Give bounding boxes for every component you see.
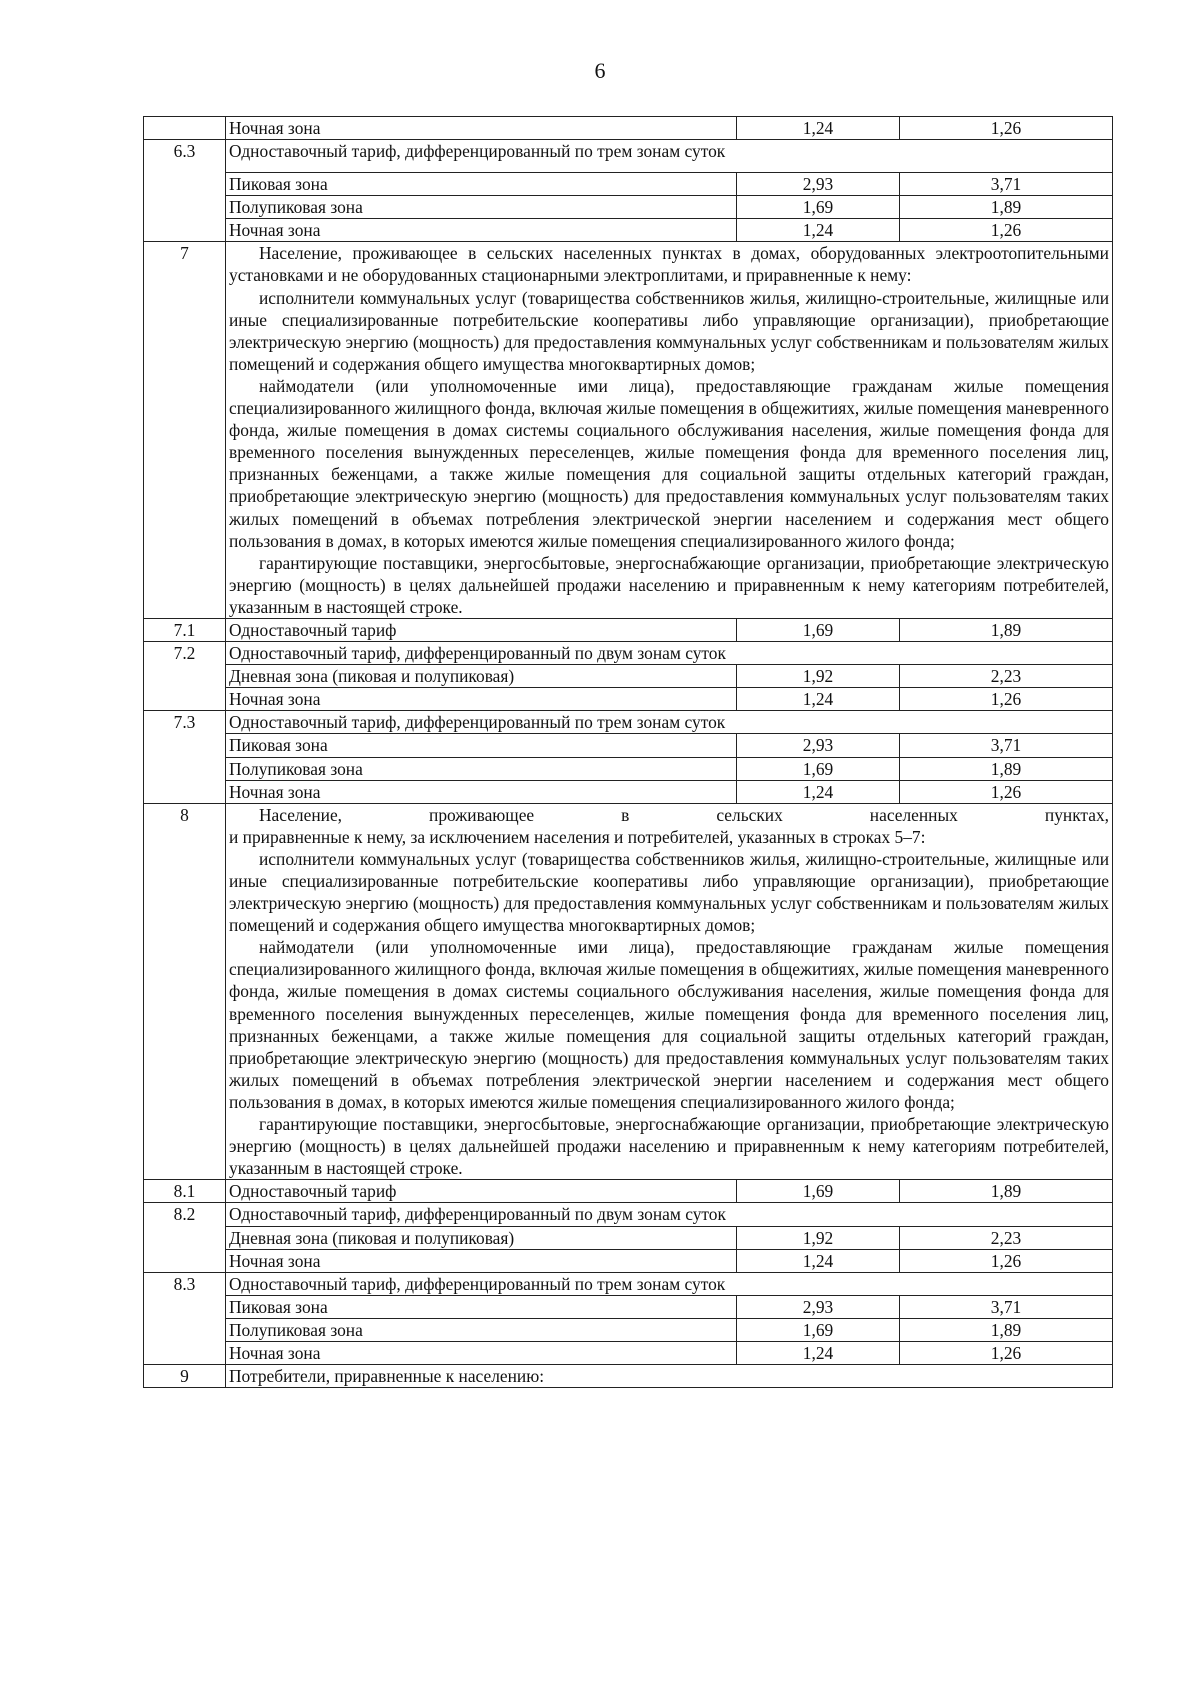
table-row bbox=[144, 1226, 1113, 1249]
table-row bbox=[144, 803, 1113, 1180]
table-row bbox=[144, 1272, 1113, 1295]
table-row bbox=[144, 1318, 1113, 1341]
zone-label: Пиковая зона bbox=[226, 734, 737, 757]
row-number: 7.1 bbox=[144, 618, 226, 641]
row-number: 8.2 bbox=[144, 1203, 226, 1272]
zone-label: Дневная зона (пиковая и полупиковая) bbox=[226, 1226, 737, 1249]
row-number: 8.3 bbox=[144, 1272, 226, 1364]
table-row bbox=[144, 780, 1113, 803]
value-cell: 3,71 bbox=[900, 734, 1113, 757]
description-paragraph: наймодатели (или уполномоченные ими лица), предоставляющие гражданам жилые помещения специализированного жилищного фонда, включая жилые помещения в общежитиях, жилые помещения маневренного фонда, жилые помещения в домах системы социального обслуживания населения, жилые помещения фонда для временного поселения вынужденных переселенцев, жилые помещения фонда для временного поселения лиц, признанных беженцами, а также жилые помещения для социальной защиты отдельных категорий граждан, приобретающие электрическую энергию (мощность) для предоставления коммунальных услуг пользователям таких жилых помещений в объемах потребления электрической энергии населением и содержания мест общего пользования в домах, в которых имеются жилые помещения специализированного жилого фонда; bbox=[229, 937, 1109, 1112]
value-cell: 1,24 bbox=[737, 780, 900, 803]
value-cell: 2,93 bbox=[737, 173, 900, 196]
value-cell: 1,89 bbox=[900, 1318, 1113, 1341]
zone-label: Ночная зона bbox=[226, 1249, 737, 1272]
description-paragraph: и приравненные к нему, за исключением населения и потребителей, указанных в строках 5–7: bbox=[229, 826, 926, 847]
value-cell: 1,92 bbox=[737, 665, 900, 688]
value-cell: 3,71 bbox=[900, 1295, 1113, 1318]
row-number: 6.3 bbox=[144, 140, 226, 242]
row-number-cell bbox=[144, 117, 226, 140]
zone-label: Ночная зона bbox=[226, 117, 737, 140]
table-row bbox=[144, 711, 1113, 734]
table-row bbox=[144, 1203, 1113, 1226]
value-cell: 1,69 bbox=[737, 1318, 900, 1341]
value-cell: 1,89 bbox=[900, 757, 1113, 780]
tariff-label: Одноставочный тариф bbox=[226, 618, 737, 641]
description-paragraph: исполнители коммунальных услуг (товарищества собственников жилья, жилищно-строительные, жилищные или иные специализированные потребительские кооперативы либо управляющие организации), приобретающие электрическую энергию (мощность) для предоставления коммунальных услуг собственникам и пользователям жилых помещений и содержания общего имущества многоквартирных домов; bbox=[229, 287, 1109, 374]
zone-label: Пиковая зона bbox=[226, 1295, 737, 1318]
description-paragraph: гарантирующие поставщики, энергосбытовые, энергоснабжающие организации, приобретающие электрическую энергию (мощность) в целях дальнейшей продажи населению и приравненным к нему категориям потребителей, указанным в настоящей строке. bbox=[229, 552, 1109, 617]
table-row bbox=[144, 642, 1113, 665]
value-cell: 2,93 bbox=[737, 734, 900, 757]
zone-label: Полупиковая зона bbox=[226, 196, 737, 219]
table-row bbox=[144, 734, 1113, 757]
zone-label: Ночная зона bbox=[226, 1341, 737, 1364]
zone-label: Ночная зона bbox=[226, 219, 737, 242]
zone-label: Полупиковая зона bbox=[226, 757, 737, 780]
table-row bbox=[144, 140, 1113, 173]
value-cell: 1,69 bbox=[737, 196, 900, 219]
value-cell: 1,92 bbox=[737, 1226, 900, 1249]
table-row bbox=[144, 1341, 1113, 1364]
row-description bbox=[226, 803, 1113, 1180]
row-description bbox=[226, 242, 1113, 619]
value-cell: 1,26 bbox=[900, 219, 1113, 242]
table-row bbox=[144, 1365, 1113, 1388]
page-number: 6 bbox=[594, 58, 606, 83]
description-paragraph: Население, проживающее в сельских населенных пунктах, bbox=[259, 804, 1109, 825]
value-cell: 2,23 bbox=[900, 1226, 1113, 1249]
table-row bbox=[144, 757, 1113, 780]
row-number: 8 bbox=[144, 803, 226, 1180]
zone-label: Ночная зона bbox=[226, 688, 737, 711]
value-cell: 1,89 bbox=[900, 196, 1113, 219]
value-cell: 1,24 bbox=[737, 219, 900, 242]
value-cell: 1,26 bbox=[900, 117, 1113, 140]
table-row bbox=[144, 1180, 1113, 1203]
value-cell: 1,69 bbox=[737, 618, 900, 641]
zone-label: Дневная зона (пиковая и полупиковая) bbox=[226, 665, 737, 688]
value-cell: 1,69 bbox=[737, 1180, 900, 1203]
value-cell: 2,23 bbox=[900, 665, 1113, 688]
value-cell: 1,24 bbox=[737, 688, 900, 711]
table-row bbox=[144, 117, 1113, 140]
value-cell: 1,89 bbox=[900, 618, 1113, 641]
row-number: 7 bbox=[144, 242, 226, 619]
tariff-label: Одноставочный тариф, дифференцированный по двум зонам суток bbox=[226, 642, 1113, 665]
zone-label: Ночная зона bbox=[226, 780, 737, 803]
tariff-label: Одноставочный тариф, дифференцированный по трем зонам суток bbox=[226, 711, 1113, 734]
tariff-table bbox=[143, 116, 1113, 1388]
value-cell: 1,89 bbox=[900, 1180, 1113, 1203]
tariff-label: Одноставочный тариф, дифференцированный по трем зонам суток bbox=[226, 1272, 1113, 1295]
table-row bbox=[144, 1295, 1113, 1318]
table-row bbox=[144, 242, 1113, 619]
table-row bbox=[144, 688, 1113, 711]
zone-label: Полупиковая зона bbox=[226, 1318, 737, 1341]
table-row bbox=[144, 196, 1113, 219]
tariff-label: Одноставочный тариф, дифференцированный по двум зонам суток bbox=[226, 1203, 1113, 1226]
row-description: Потребители, приравненные к населению: bbox=[226, 1365, 1113, 1388]
description-paragraph: наймодатели (или уполномоченные ими лица), предоставляющие гражданам жилые помещения специализированного жилищного фонда, включая жилые помещения в общежитиях, жилые помещения маневренного фонда, жилые помещения в домах системы социального обслуживания населения, жилые помещения фонда для временного поселения вынужденных переселенцев, жилые помещения фонда для временного поселения лиц, признанных беженцами, а также жилые помещения для социальной защиты отдельных категорий граждан, приобретающие электрическую энергию (мощность) для предоставления коммунальных услуг пользователям таких жилых помещений в объемах потребления электрической энергии населением и содержания мест общего пользования в домах, в которых имеются жилые помещения специализированного жилого фонда; bbox=[229, 375, 1109, 551]
row-number: 9 bbox=[144, 1365, 226, 1388]
value-cell: 1,24 bbox=[737, 1341, 900, 1364]
table-row bbox=[144, 665, 1113, 688]
row-number: 7.2 bbox=[144, 642, 226, 711]
description-paragraph: Население, проживающее в сельских населенных пунктах в домах, оборудованных электроотопительными установками и не оборудованных стационарными электроплитами, и приравненные к нему: bbox=[229, 243, 1109, 286]
value-cell: 1,26 bbox=[900, 780, 1113, 803]
table-row bbox=[144, 1249, 1113, 1272]
value-cell: 3,71 bbox=[900, 173, 1113, 196]
row-number: 8.1 bbox=[144, 1180, 226, 1203]
value-cell: 1,24 bbox=[737, 117, 900, 140]
tariff-label: Одноставочный тариф, дифференцированный по трем зонам суток bbox=[226, 140, 1113, 173]
table-row bbox=[144, 219, 1113, 242]
row-number: 7.3 bbox=[144, 711, 226, 803]
value-cell: 1,69 bbox=[737, 757, 900, 780]
value-cell: 1,26 bbox=[900, 1341, 1113, 1364]
description-paragraph: исполнители коммунальных услуг (товарищества собственников жилья, жилищно-строительные, жилищные или иные специализированные потребительские кооперативы либо управляющие организации), приобретающие электрическую энергию (мощность) для предоставления коммунальных услуг собственникам и пользователям жилых помещений и содержания общего имущества многоквартирных домов; bbox=[229, 848, 1109, 936]
table-row bbox=[144, 173, 1113, 196]
value-cell: 1,24 bbox=[737, 1249, 900, 1272]
zone-label: Пиковая зона bbox=[226, 173, 737, 196]
value-cell: 1,26 bbox=[900, 688, 1113, 711]
value-cell: 1,26 bbox=[900, 1249, 1113, 1272]
description-paragraph: гарантирующие поставщики, энергосбытовые, энергоснабжающие организации, приобретающие электрическую энергию (мощность) в целях дальнейшей продажи населению и приравненным к нему категориям потребителей, указанным в настоящей строке. bbox=[229, 1114, 1109, 1179]
value-cell: 2,93 bbox=[737, 1295, 900, 1318]
tariff-label: Одноставочный тариф bbox=[226, 1180, 737, 1203]
table-row bbox=[144, 618, 1113, 641]
